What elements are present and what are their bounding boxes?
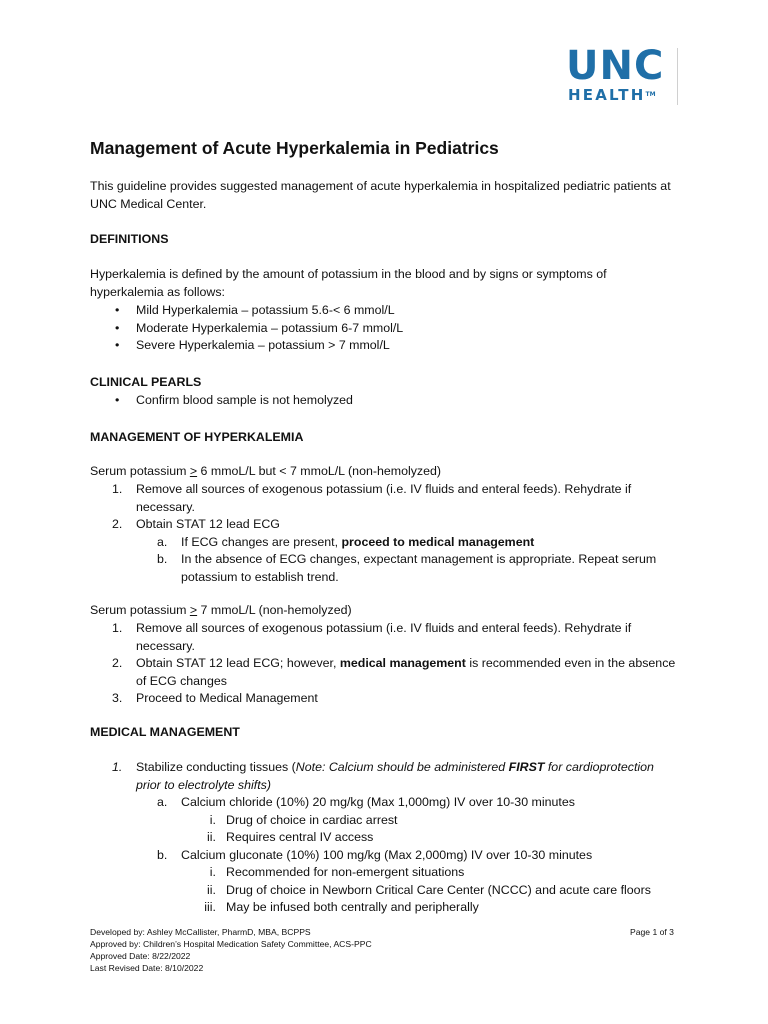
list-item <box>90 481 682 516</box>
list-marker: 2. <box>112 656 123 670</box>
list-item <box>90 620 682 655</box>
list-marker: b. <box>157 552 168 566</box>
block2-intro <box>90 602 352 620</box>
list-marker: ii. <box>207 882 216 897</box>
list-item <box>90 829 682 847</box>
list-item <box>90 899 682 917</box>
list-item <box>90 812 682 830</box>
list-item <box>90 882 682 900</box>
page-title: Management of Acute Hyperkalemia in Pediatrics <box>90 138 499 158</box>
footer-info <box>90 926 372 974</box>
list-item-text: May be infused both centrally and peripherally <box>226 900 479 914</box>
list-item: • Mild Hyperkalemia – potassium 5.6-< 6 mmol/L <box>90 302 690 320</box>
management-heading: MANAGEMENT OF HYPERKALEMIA <box>90 430 304 444</box>
unc-logo-health <box>568 86 656 104</box>
note-emphasis: FIRST <box>508 760 545 774</box>
list-marker: a. <box>157 795 168 809</box>
footer-revised-date: Last Revised Date: 8/10/2022 <box>90 963 204 973</box>
definitions-heading: DEFINITIONS <box>90 232 169 246</box>
list-marker: b. <box>157 847 168 862</box>
list-item: • Moderate Hyperkalemia – potassium 6-7 mmol/L <box>90 320 690 338</box>
list-item-text: Drug of choice in Newborn Critical Care Center (NCCC) and acute care floors <box>226 882 651 897</box>
note-text: Note: Calcium should be administered <box>295 760 509 774</box>
pearls-list <box>90 392 690 410</box>
list-marker: i. <box>209 865 216 879</box>
list-item-bold: proceed to medical management <box>341 534 535 549</box>
list-item <box>90 551 682 586</box>
list-item-text: is recommended even in the absence of ECG changes <box>136 656 676 688</box>
list-marker: 3. <box>112 691 123 705</box>
list-item-bold: medical management <box>339 656 466 670</box>
footer-developed: Developed by: Ashley McCallister, PharmD, MBA, BCPPS <box>90 927 311 937</box>
list-item-text: Drug of choice in cardiac arrest <box>226 812 398 827</box>
list-item-text: Calcium gluconate (10%) 100 mg/kg (Max 2,000mg) IV over 10-30 minutes <box>181 847 593 862</box>
block2-list <box>90 620 682 708</box>
list-item: • Confirm blood sample is not hemolyzed <box>90 392 690 410</box>
list-item-text: In the absence of ECG changes, expectant management is appropriate. Repeat serum potassium to establish trend. <box>181 552 657 584</box>
list-item-text: Calcium chloride (10%) 20 mg/kg (Max 1,000mg) IV over 10-30 minutes <box>181 795 575 809</box>
list-item-text: Proceed to Medical Management <box>136 691 318 705</box>
logo-health-text: HEALTH <box>568 86 646 104</box>
list-marker: ii. <box>207 830 216 844</box>
medical-heading: MEDICAL MANAGEMENT <box>90 725 240 739</box>
note-text: for cardioprotection prior to electrolyte shifts) <box>136 760 654 792</box>
list-item-text: Obtain STAT 12 lead ECG; however, <box>136 656 340 670</box>
list-item-text: Remove all sources of exogenous potassium (i.e. IV fluids and enteral feeds). Rehydrate if necessary. <box>136 482 632 514</box>
block1-list <box>90 481 682 586</box>
list-marker: 1. <box>112 621 123 635</box>
pearls-heading: CLINICAL PEARLS <box>90 375 202 389</box>
list-item-text: If ECG changes are present, <box>181 534 342 549</box>
list-item <box>90 847 682 865</box>
list-item-text: Stabilize conducting tissues ( <box>136 760 296 774</box>
list-item <box>90 534 682 552</box>
logo-divider <box>677 48 678 105</box>
block1-intro <box>90 463 441 481</box>
list-marker: 1. <box>112 760 123 774</box>
list-item-text: Requires central IV access <box>226 830 374 844</box>
block2-intro-b: 7 mmoL/L (non-hemolyzed) <box>197 603 352 617</box>
footer-approved-by: Approved by: Children’s Hospital Medication Safety Committee, ACS-PPC <box>90 939 372 949</box>
list-item <box>90 794 682 812</box>
page-number: Page 1 of 3 <box>630 927 674 937</box>
list-item-text: Obtain STAT 12 lead ECG <box>136 517 280 531</box>
ge-symbol: > <box>189 464 198 478</box>
unc-logo-wordmark: UNC <box>566 43 665 89</box>
medical-list <box>90 759 682 917</box>
list-item: • Severe Hyperkalemia – potassium > 7 mmol/L <box>90 337 690 355</box>
list-item <box>90 655 682 690</box>
list-item <box>90 516 682 534</box>
ge-symbol: > <box>189 603 198 617</box>
block2-intro-a: Serum potassium <box>90 603 190 617</box>
list-item-text: Remove all sources of exogenous potassium (i.e. IV fluids and enteral feeds). Rehydrate if necessary. <box>136 621 632 653</box>
logo-trademark: TM <box>645 91 656 98</box>
list-item <box>90 690 682 708</box>
block1-intro-a: Serum potassium <box>90 464 190 478</box>
block1-intro-b: 6 mmoL/L but < 7 mmoL/L (non-hemolyzed) <box>197 464 442 478</box>
list-item-text: Recommended for non-emergent situations <box>226 865 465 879</box>
definitions-text: Hyperkalemia is defined by the amount of potassium in the blood and by signs or symptoms of hyperkalemia as follows: <box>90 267 607 299</box>
list-marker: 2. <box>112 517 123 531</box>
list-marker: 1. <box>112 482 123 496</box>
intro-paragraph: This guideline provides suggested management of acute hyperkalemia in hospitalized pediatric patients at UNC Medical Center. <box>90 179 671 211</box>
definitions-list <box>90 302 690 355</box>
list-item <box>90 864 682 882</box>
list-marker: i. <box>209 812 216 827</box>
list-item <box>90 759 682 794</box>
list-marker: iii. <box>204 900 216 914</box>
list-marker: a. <box>157 534 168 549</box>
footer-approved-date: Approved Date: 8/22/2022 <box>90 951 191 961</box>
